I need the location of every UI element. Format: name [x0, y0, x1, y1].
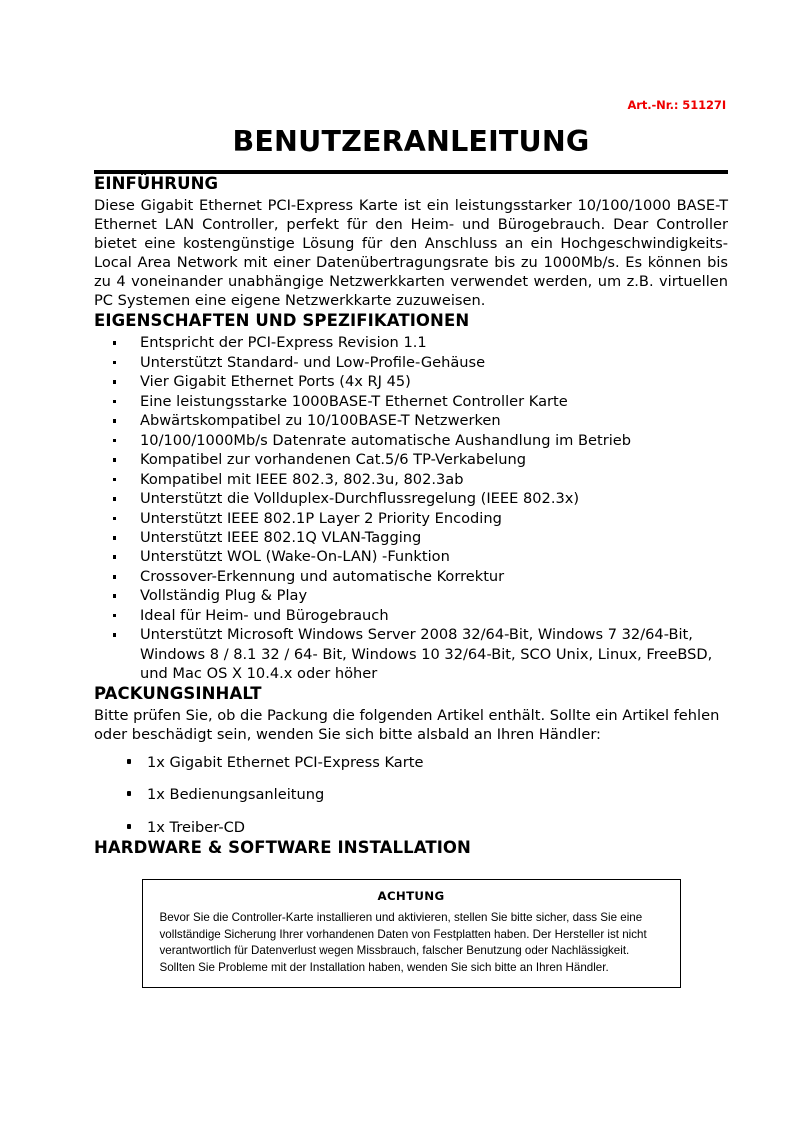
- list-item: 1x Gigabit Ethernet PCI-Express Karte: [94, 754, 728, 773]
- list-item: Abwärtskompatibel zu 10/100BASE-T Netzwerken: [94, 411, 728, 430]
- section-heading-installation: HARDWARE & SOFTWARE INSTALLATION: [94, 838, 471, 858]
- list-item: Crossover-Erkennung und automatische Korrektur: [94, 567, 728, 586]
- list-item: Unterstützt IEEE 802.1Q VLAN-Tagging: [94, 528, 728, 547]
- introduction-paragraph: Diese Gigabit Ethernet PCI-Express Karte ist ein leistungsstarker 10/100/1000 BASE-T Ethernet LAN Controller, perfekt für den Heim- und Bürogebrauch. Dear Controller bietet eine kostengünstige Lösung für den Anschluss an ein Hochgeschwindigkeits-Local Area Network mit einer Datenübertragungsrate bis zu 1000Mb/s. Es können bis zu 4 voneinander unabhängige Netzwerkkarten verwendet werden, um z.B. virtuellen PC Systemen eine eigene Netzwerkkarte zuzuweisen.: [94, 196, 728, 309]
- list-item: Kompatibel mit IEEE 802.3, 802.3u, 802.3ab: [94, 470, 728, 489]
- page-content: [94, 0, 728, 988]
- list-item: 10/100/1000Mb/s Datenrate automatische Aushandlung im Betrieb: [94, 431, 728, 450]
- package-contents-list: [94, 754, 728, 839]
- section-heading-features: EIGENSCHAFTEN UND SPEZIFIKATIONEN: [94, 310, 470, 330]
- list-item: Unterstützt Standard- und Low-Profile-Gehäuse: [94, 353, 728, 372]
- attention-notice-box: [142, 879, 681, 988]
- article-number: Art.-Nr.: 51127I: [627, 98, 726, 112]
- list-item: Vier Gigabit Ethernet Ports (4x RJ 45): [94, 372, 728, 391]
- section-heading-introduction: EINFÜHRUNG: [94, 173, 219, 193]
- page-title: BENUTZERANLEITUNG: [232, 125, 590, 158]
- notice-text: Bevor Sie die Controller-Karte installieren und aktivieren, stellen Sie bitte sicher, dass Sie eine vollständige Sicherung Ihrer vorhandenen Daten von Festplatten haben. Der Hersteller ist nicht verantwortlich für Datenverlust wegen Missbrauch, falscher Benutzung oder Nachlässigkeit. Sollten Sie Probleme mit der Installation haben, wenden Sie sich bitte an Ihren Händler.: [159, 911, 647, 974]
- list-item: Unterstützt die Vollduplex-Durchflussregelung (IEEE 802.3x): [94, 489, 728, 508]
- notice-title: ACHTUNG: [377, 889, 445, 904]
- notice-wrapper: [94, 879, 728, 988]
- section-heading-package-contents: PACKUNGSINHALT: [94, 683, 262, 703]
- article-number-row: [94, 0, 728, 113]
- list-item: Ideal für Heim- und Bürogebrauch: [94, 606, 728, 625]
- list-item: Vollständig Plug & Play: [94, 586, 728, 605]
- features-list: [94, 333, 728, 683]
- package-contents-paragraph: Bitte prüfen Sie, ob die Packung die folgenden Artikel enthält. Sollte ein Artikel fehlen oder beschädigt sein, wenden Sie sich bitte alsbald an Ihren Händler:: [94, 706, 720, 743]
- list-item: Eine leistungsstarke 1000BASE-T Ethernet Controller Karte: [94, 392, 728, 411]
- list-item: 1x Treiber-CD: [94, 819, 728, 838]
- list-item: 1x Bedienungsanleitung: [94, 786, 728, 805]
- list-item: Unterstützt WOL (Wake-On-LAN) -Funktion: [94, 547, 728, 566]
- list-item: Unterstützt IEEE 802.1P Layer 2 Priority Encoding: [94, 509, 728, 528]
- list-item: Entspricht der PCI-Express Revision 1.1: [94, 333, 728, 352]
- list-item: Unterstützt Microsoft Windows Server 2008 32/64-Bit, Windows 7 32/64-Bit, Windows 8 / 8.1 32 / 64- Bit, Windows 10 32/64-Bit, SCO Unix, Linux, FreeBSD, und Mac OS X 10.4.x oder höher: [94, 625, 728, 683]
- list-item: Kompatibel zur vorhandenen Cat.5/6 TP-Verkabelung: [94, 450, 728, 469]
